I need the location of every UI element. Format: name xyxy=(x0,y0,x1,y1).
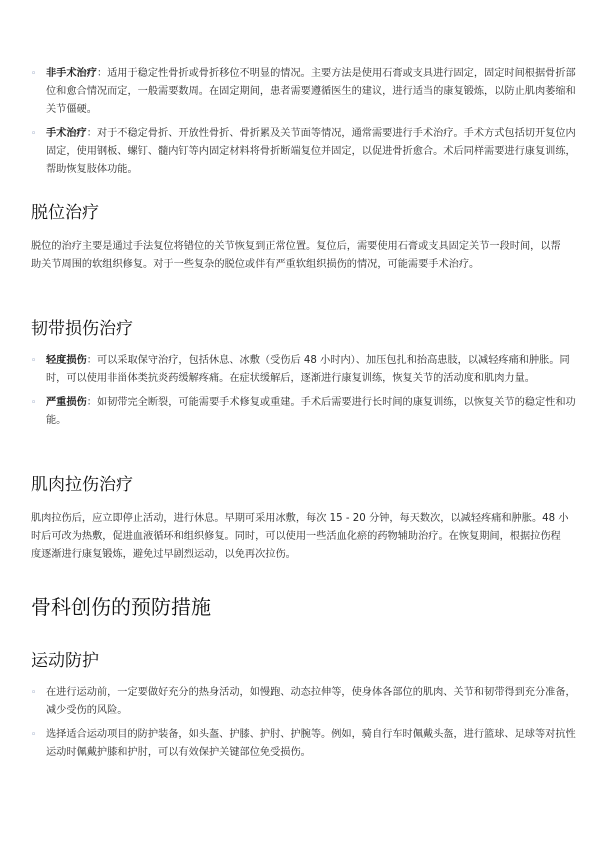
list-item xyxy=(0,352,595,388)
bullet-icon: ◦ xyxy=(31,356,37,366)
bullet-icon: ◦ xyxy=(31,730,37,740)
list-item xyxy=(0,726,595,762)
list-item-text: 选择适合运动项目的防护装备，如头盔、护膝、护肘、护腕等。例如，骑自行车时佩戴头盔，进行篮球、足球等对抗性运动时佩戴护膝和护肘，可以有效保护关键部位免受损伤。 xyxy=(46,729,576,758)
bullet-icon: ◦ xyxy=(31,129,37,139)
list-item xyxy=(0,125,595,179)
bullet-icon: ◦ xyxy=(31,398,37,408)
list-item-text: 如韧带完全断裂，可能需要手术修复或重建。手术后需要进行长时间的康复训练，以恢复关节的稳定性和功能。 xyxy=(46,397,576,426)
section-heading-muscle: 肌肉拉伤治疗 xyxy=(31,475,133,495)
term-separator: ： xyxy=(96,68,108,79)
term-separator: ： xyxy=(86,355,97,366)
fracture-treatment-list xyxy=(0,65,595,185)
list-item-term: 严重损伤 xyxy=(46,397,87,408)
list-item-term: 轻度损伤 xyxy=(46,355,87,366)
muscle-paragraph: 肌肉拉伤后，应立即停止活动，进行休息。早期可采用冰敷，每次 15 - 20 分钟，每天数次，以减轻疼痛和肿胀。48 小时后可改为热敷，促进血液循环和组织修复。同时，可以使用一些活血化瘀的药物辅助治疗。在恢复期间，根据拉伤程度逐渐进行康复锻炼，避免过早剧烈运动，以免再次拉伤。 xyxy=(31,513,569,560)
list-item-text: 可以采取保守治疗，包括休息、冰敷（受伤后 48 小时内）、加压包扎和抬高患肢，以减轻疼痛和肿胀。同时，可以使用非甾体类抗炎药缓解疼痛。在症状缓解后，逐渐进行康复训练，恢复关节的活动度和肌肉力量。 xyxy=(46,355,570,384)
list-item xyxy=(0,684,595,720)
bullet-icon: ◦ xyxy=(31,688,37,698)
term-separator: ： xyxy=(86,128,97,139)
list-item xyxy=(0,65,595,119)
dislocation-paragraph: 脱位的治疗主要是通过手法复位将错位的关节恢复到正常位置。复位后，需要使用石膏或支具固定关节一段时间，以帮助关节周围的软组织修复。对于一些复杂的脱位或伴有严重软组织损伤的情况，可能需要手术治疗。 xyxy=(31,241,561,270)
list-item-term: 手术治疗 xyxy=(46,128,87,139)
bullet-icon: ◦ xyxy=(31,69,37,79)
list-item-text: 在进行运动前，一定要做好充分的热身活动，如慢跑、动态拉伸等，使身体各部位的肌肉、关节和韧带得到充分准备，减少受伤的风险。 xyxy=(46,687,576,716)
sports-protection-list xyxy=(0,684,595,768)
list-item-term: 非手术治疗 xyxy=(46,68,97,79)
list-item-text: 适用于稳定性骨折或骨折移位不明显的情况。主要方法是使用石膏或支具进行固定，固定时间根据骨折部位和愈合情况而定，一般需要数周。在固定期间，患者需要遵循医生的建议，进行适当的康复锻炼，以防止肌肉萎缩和关节僵硬。 xyxy=(46,68,576,115)
prevention-title: 骨科创伤的预防措施 xyxy=(31,595,211,619)
ligament-treatment-list xyxy=(0,352,595,436)
term-separator: ： xyxy=(86,397,97,408)
list-item-text: 对于不稳定骨折、开放性骨折、骨折累及关节面等情况，通常需要进行手术治疗。手术方式包括切开复位内固定，使用钢板、螺钉、髓内钉等内固定材料将骨折断端复位并固定，以促进骨折愈合。术后同样需要进行康复训练，帮助恢复肢体功能。 xyxy=(46,128,576,175)
list-item xyxy=(0,394,595,430)
section-heading-sports-protection: 运动防护 xyxy=(31,651,99,671)
section-heading-ligament: 韧带损伤治疗 xyxy=(31,319,133,339)
section-heading-dislocation: 脱位治疗 xyxy=(31,203,99,223)
